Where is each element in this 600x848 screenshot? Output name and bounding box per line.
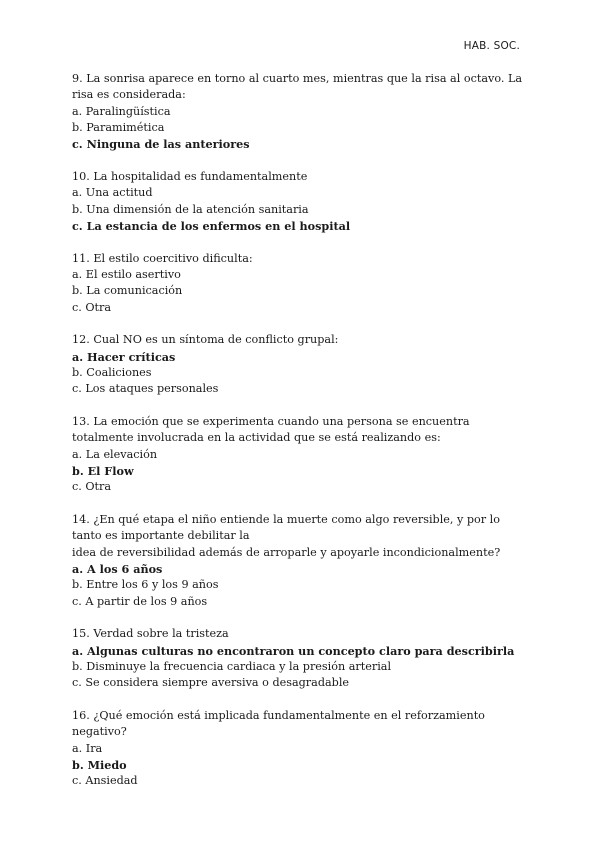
option-a: a. Hacer críticas xyxy=(72,349,176,364)
option-b: b. Disminuye la frecuencia cardiaca y la presión arterial xyxy=(72,659,392,673)
subject-header: HAB. SOC. xyxy=(463,40,520,52)
option-a: a. El estilo asertivo xyxy=(72,267,181,281)
option-b: b. La comunicación xyxy=(72,284,183,298)
option-c: c. A partir de los 9 años xyxy=(72,594,208,608)
option-c: c. Otra xyxy=(72,300,112,314)
question-16 xyxy=(72,708,532,789)
option-a: a. Algunas culturas no encontraron un concepto claro para describirla xyxy=(72,643,515,658)
option-c: c. Ninguna de las anteriores xyxy=(72,137,250,152)
option-c: c. Se considera siempre aversiva o desagradable xyxy=(72,676,350,690)
question-stem: 14. ¿En qué etapa el niño entiende la muerte como algo reversible, y por lo tanto es importante debilitar la xyxy=(72,513,500,543)
option-b: b. Una dimensión de la atención sanitaria xyxy=(72,202,309,216)
option-b: b. Entre los 6 y los 9 años xyxy=(72,578,219,592)
option-a: a. Una actitud xyxy=(72,186,153,200)
question-stem: 9. La sonrisa aparece en torno al cuarto mes, mientras que la risa al octavo. La risa es considerada: xyxy=(72,72,523,102)
question-stem-continued: idea de reversibilidad además de arroparle y apoyarle incondicionalmente? xyxy=(72,545,501,559)
question-9 xyxy=(72,71,532,152)
question-list xyxy=(72,71,532,806)
question-15 xyxy=(72,626,532,691)
option-a: a. Paralingüística xyxy=(72,104,171,118)
question-11 xyxy=(72,251,532,316)
question-stem: 15. Verdad sobre la tristeza xyxy=(72,627,229,641)
question-stem: 11. El estilo coercitivo dificulta: xyxy=(72,251,253,265)
question-stem: 13. La emoción que se experimenta cuando una persona se encuentra totalmente involucrada en la actividad que se está realizando es: xyxy=(72,415,470,445)
question-stem: 10. La hospitalidad es fundamentalmente xyxy=(72,169,308,183)
question-12 xyxy=(72,332,532,397)
option-a: a. Ira xyxy=(72,741,103,755)
question-stem: 16. ¿Qué emoción está implicada fundamentalmente en el reforzamiento negativo? xyxy=(72,709,485,739)
option-c: c. Otra xyxy=(72,480,112,494)
option-b: b. El Flow xyxy=(72,463,134,478)
question-14 xyxy=(72,512,532,610)
option-c: c. Los ataques personales xyxy=(72,382,219,396)
option-a: a. La elevación xyxy=(72,447,158,461)
option-c: c. Ansiedad xyxy=(72,774,138,788)
option-c: c. La estancia de los enfermos en el hospital xyxy=(72,218,351,233)
option-b: b. Coaliciones xyxy=(72,365,152,379)
option-a: a. A los 6 años xyxy=(72,561,163,576)
option-b: b. Miedo xyxy=(72,757,127,772)
option-b: b. Paramimética xyxy=(72,120,165,134)
question-stem: 12. Cual NO es un síntoma de conflicto grupal: xyxy=(72,333,339,347)
question-13 xyxy=(72,414,532,495)
question-10 xyxy=(72,169,532,234)
